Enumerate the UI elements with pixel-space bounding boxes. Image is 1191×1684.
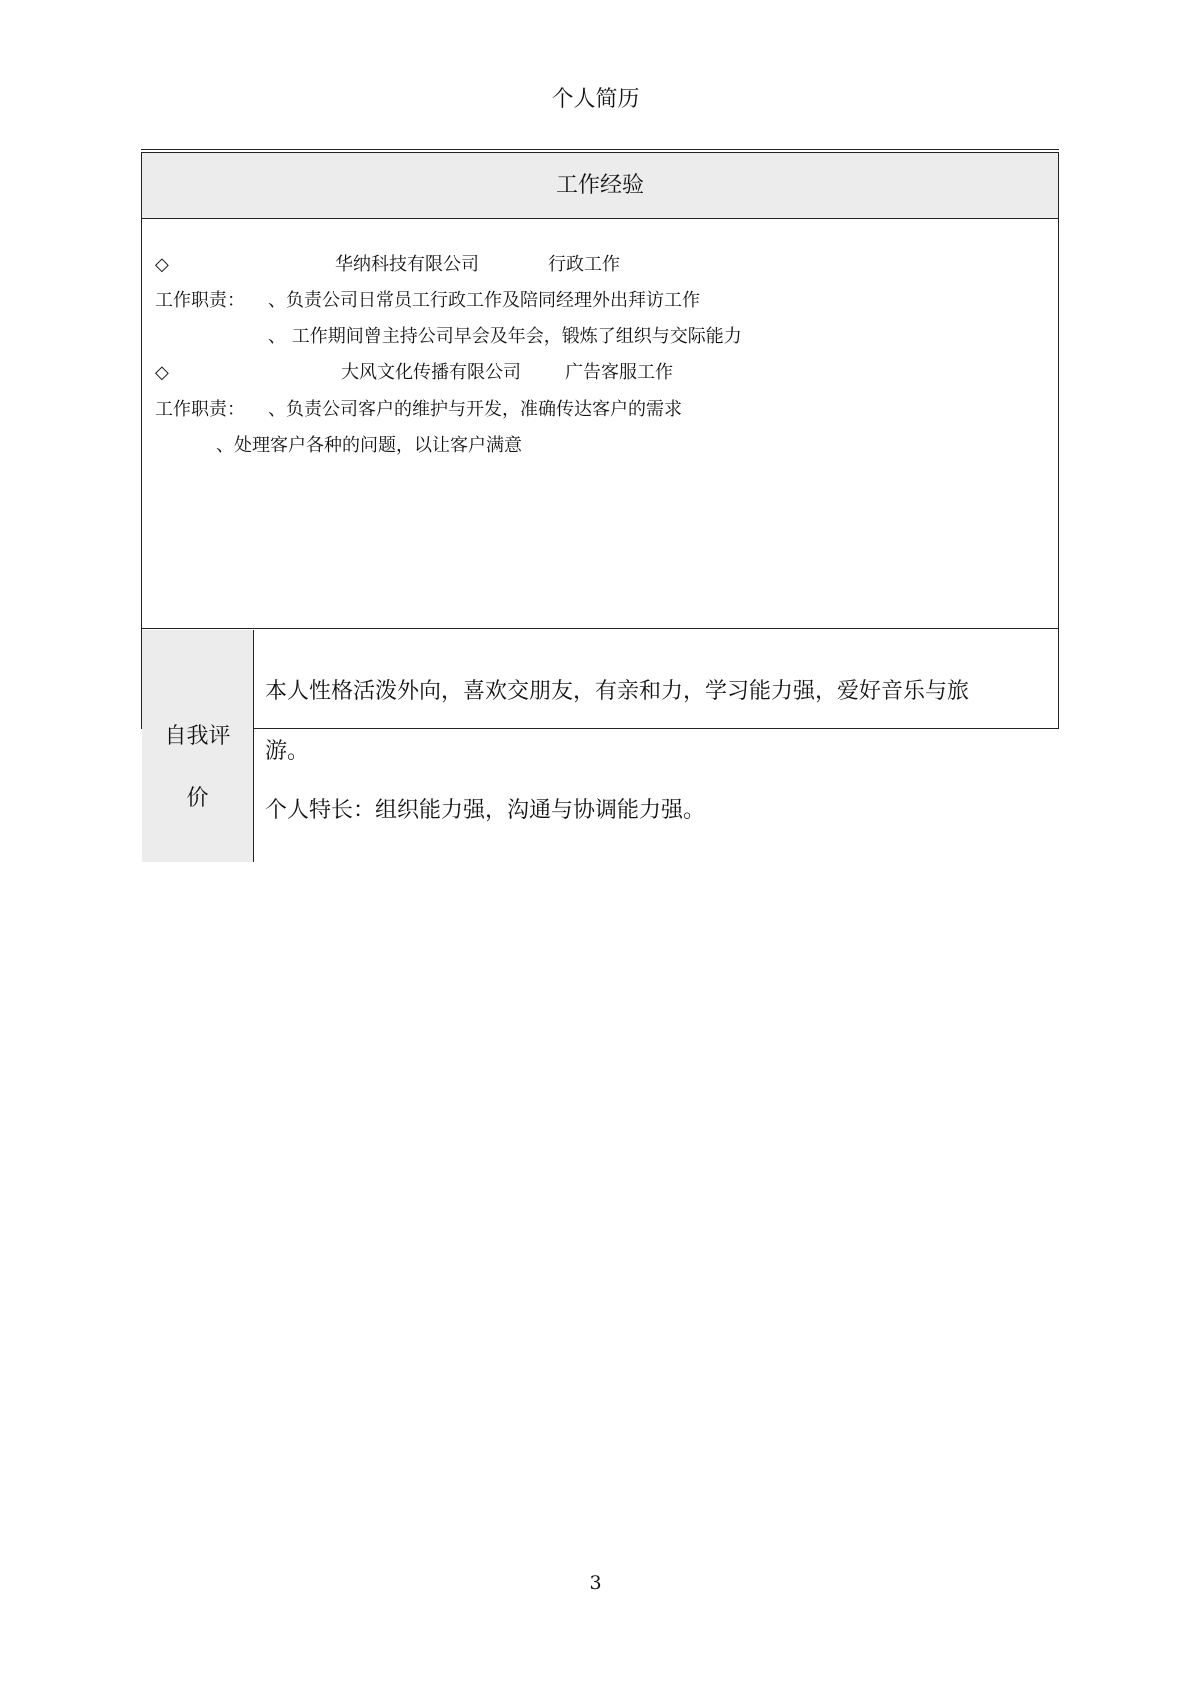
page-title: 个人简历 — [551, 87, 640, 112]
self-evaluation-label-cell — [142, 630, 254, 862]
self-specialty-text: 个人特长：组织能力强，沟通与协调能力强。 — [265, 798, 706, 823]
duty-item: 、 工作期间曾主持公司早会及年会，锻炼了组织与交际能力 — [268, 326, 742, 347]
duty-item: 、负责公司日常员工行政工作及陪同经理外出拜访工作 — [268, 290, 700, 311]
header-rule — [141, 149, 1059, 150]
duty-item: 、处理客户各种的问题，以让客户满意 — [216, 435, 522, 456]
diamond-bullet-icon: ◇ — [155, 254, 169, 275]
diamond-bullet-icon: ◇ — [155, 362, 169, 383]
self-evaluation-label — [142, 706, 253, 830]
job-position: 行政工作 — [548, 254, 620, 275]
self-evaluation-text: 本人性格活泼外向，喜欢交朋友，有亲和力，学习能力强，爱好音乐与旅 — [265, 679, 970, 704]
duty-item: 、负责公司客户的维护与开发，准确传达客户的需求 — [268, 399, 682, 420]
job-position: 广告客服工作 — [565, 362, 673, 383]
company-name: 大风文化传播有限公司 — [341, 362, 521, 383]
duties-label: 工作职责： — [155, 290, 245, 311]
duties-label: 工作职责： — [155, 399, 245, 420]
self-evaluation-text: 游。 — [265, 739, 310, 764]
work-experience-block — [142, 219, 1058, 629]
page-number: 3 — [589, 1572, 602, 1594]
company-name: 华纳科技有限公司 — [335, 254, 479, 275]
resume-table — [141, 152, 1059, 823]
self-evaluation-label-line: 自我评 — [164, 724, 231, 749]
work-experience-heading: 工作经验 — [142, 153, 1058, 219]
self-evaluation-content — [254, 630, 1058, 862]
self-evaluation-label-line: 价 — [186, 786, 209, 811]
